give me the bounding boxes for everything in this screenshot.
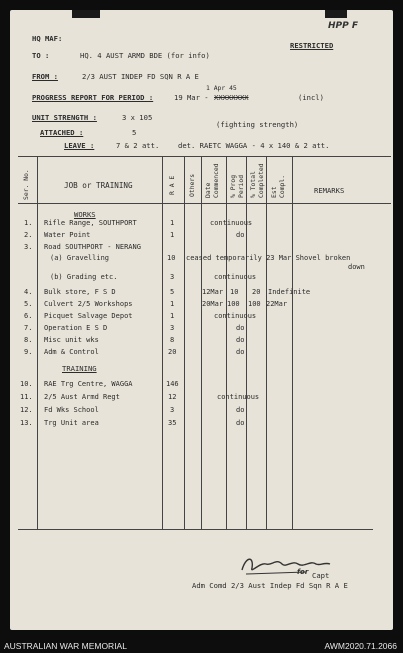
row-status: continuous bbox=[217, 393, 260, 401]
period-end-struck: XXXXXXXX bbox=[214, 93, 249, 102]
from-text: 2/3 AUST INDEP FD SQN R A E bbox=[82, 72, 199, 81]
row-job: (a) Gravelling bbox=[50, 254, 110, 262]
col-header-total-completed: % Total Completed bbox=[249, 163, 265, 198]
col-divider bbox=[246, 156, 247, 529]
signature-for: for bbox=[297, 568, 309, 576]
table-rule-top bbox=[18, 156, 391, 157]
row-status: do bbox=[236, 348, 245, 356]
row-rae: 5 bbox=[170, 288, 175, 296]
row-number: 9. bbox=[24, 348, 33, 356]
row-total-completed: 100 bbox=[248, 300, 261, 308]
col-divider bbox=[201, 156, 202, 529]
col-divider bbox=[37, 156, 38, 529]
row-rae: 10 bbox=[167, 254, 176, 262]
period-end-inserted: 1 Apr 45 bbox=[206, 84, 237, 92]
row-rae: 1 bbox=[170, 219, 175, 227]
progress-label: PROGRESS REPORT FOR PERIOD : bbox=[32, 93, 154, 102]
to-label: TO : bbox=[32, 51, 50, 60]
row-prog-period: 10 bbox=[230, 288, 239, 296]
leave-value: 7 & 2 att. bbox=[116, 141, 160, 150]
col-divider bbox=[266, 156, 267, 529]
row-rae: 1 bbox=[170, 231, 175, 239]
handwritten-reference: HPP F bbox=[328, 21, 359, 31]
row-status: continuous bbox=[214, 273, 257, 281]
row-job: Operation E S D bbox=[44, 324, 108, 332]
row-job: Picquet Salvage Depot bbox=[44, 312, 133, 320]
col-header-remarks: REMARKS bbox=[314, 186, 345, 195]
col-header-date-commenced: Date Commenced bbox=[204, 163, 220, 198]
row-status: ceased temporarily 23 Mar Shovel broken bbox=[186, 254, 351, 262]
row-rae: 3 bbox=[170, 324, 175, 332]
row-date-commenced: 20Mar bbox=[202, 300, 224, 308]
row-status: do bbox=[236, 231, 245, 239]
row-rae: 1 bbox=[170, 312, 175, 320]
document-page bbox=[10, 10, 393, 630]
tape-mark bbox=[72, 10, 100, 18]
row-prog-period: 100 bbox=[227, 300, 240, 308]
col-header-serial: Ser. No. bbox=[22, 169, 30, 200]
row-status: continuous bbox=[214, 312, 257, 320]
row-job: Adm & Control bbox=[44, 348, 99, 356]
row-job: 2/5 Aust Armd Regt bbox=[44, 393, 120, 401]
row-job: Misc unit wks bbox=[44, 336, 99, 344]
row-rae: 3 bbox=[170, 273, 175, 281]
row-number: 11. bbox=[20, 393, 33, 401]
section-training: TRAINING bbox=[62, 364, 97, 373]
top-left-mark: HQ MAF: bbox=[32, 34, 63, 43]
row-status: continuous bbox=[210, 219, 253, 227]
col-header-others: Others bbox=[188, 173, 196, 197]
row-number: 6. bbox=[24, 312, 33, 320]
col-header-rae: R A E bbox=[168, 175, 176, 195]
col-divider bbox=[292, 156, 293, 529]
attached-value: 5 bbox=[132, 128, 137, 137]
row-status: do bbox=[236, 406, 245, 414]
row-rae: 12 bbox=[168, 393, 177, 401]
col-header-prog-period: % Prog Period bbox=[229, 174, 245, 198]
row-number: 1. bbox=[24, 219, 33, 227]
from-label: FROM : bbox=[32, 72, 58, 81]
row-job: Culvert 2/5 Workshops bbox=[44, 300, 133, 308]
period-start: 19 Mar - bbox=[174, 93, 209, 102]
leave-detail: det. RAETC WAGGA - 4 x 140 & 2 att. bbox=[178, 141, 330, 150]
row-rae: 35 bbox=[168, 419, 177, 427]
row-status: do bbox=[236, 419, 245, 427]
row-rae: 20 bbox=[168, 348, 177, 356]
tape-mark bbox=[325, 10, 347, 18]
row-number: 12. bbox=[20, 406, 33, 414]
row-job: (b) Grading etc. bbox=[50, 273, 118, 281]
row-job: Road SOUTHPORT - NERANG bbox=[44, 243, 141, 251]
row-job: Bulk store, F S D bbox=[44, 288, 116, 296]
row-number: 7. bbox=[24, 324, 33, 332]
restricted-stamp: RESTRICTED bbox=[290, 41, 334, 50]
unit-strength-label: UNIT STRENGTH : bbox=[32, 113, 97, 122]
table-rule-header bbox=[18, 203, 391, 204]
table-rule-bottom bbox=[18, 529, 373, 530]
unit-strength-value: 3 x 105 bbox=[122, 113, 153, 122]
col-divider bbox=[226, 156, 227, 529]
row-est-compl: 22Mar bbox=[266, 300, 288, 308]
row-total-completed: 20 bbox=[252, 288, 261, 296]
row-job: Rifle Range, SOUTHPORT bbox=[44, 219, 137, 227]
attached-label: ATTACHED : bbox=[40, 128, 84, 137]
row-rae: 3 bbox=[170, 406, 175, 414]
col-header-est-compl: Est Compl. bbox=[270, 174, 286, 198]
row-rae: 8 bbox=[170, 336, 175, 344]
row-job: Fd Wks School bbox=[44, 406, 99, 414]
row-job: Trg Unit area bbox=[44, 419, 99, 427]
row-number: 10. bbox=[20, 380, 33, 388]
signature-rank: Capt bbox=[312, 571, 330, 580]
row-number: 4. bbox=[24, 288, 33, 296]
row-job: RAE Trg Centre, WAGGA bbox=[44, 380, 133, 388]
row-date-commenced: 12Mar bbox=[202, 288, 224, 296]
row-rae: 146 bbox=[166, 380, 179, 388]
signature-block: Adm Comd 2/3 Aust Indep Fd Sqn R A E bbox=[192, 581, 348, 590]
row-status: do bbox=[236, 324, 245, 332]
fighting-strength: (fighting strength) bbox=[216, 120, 299, 129]
col-header-job: JOB or TRAINING bbox=[64, 181, 133, 190]
period-incl: (incl) bbox=[298, 93, 324, 102]
leave-label: LEAVE : bbox=[64, 141, 95, 150]
to-text: HQ. 4 AUST ARMD BDE (for info) bbox=[80, 51, 210, 60]
row-status-continued: down bbox=[348, 263, 365, 271]
section-works: WORKS bbox=[74, 210, 96, 219]
footer-bar bbox=[0, 640, 403, 653]
row-number: 3. bbox=[24, 243, 33, 251]
row-number: 2. bbox=[24, 231, 33, 239]
row-status: do bbox=[236, 336, 245, 344]
row-est-compl: Indefinite bbox=[268, 288, 311, 296]
col-divider bbox=[184, 156, 185, 529]
row-number: 5. bbox=[24, 300, 33, 308]
row-rae: 1 bbox=[170, 300, 175, 308]
footer-reference: AWM2020.71.2066 bbox=[324, 641, 397, 651]
footer-source: AUSTRALIAN WAR MEMORIAL bbox=[4, 641, 127, 651]
row-number: 8. bbox=[24, 336, 33, 344]
row-job: Water Point bbox=[44, 231, 91, 239]
row-number: 13. bbox=[20, 419, 33, 427]
col-divider bbox=[162, 156, 163, 529]
